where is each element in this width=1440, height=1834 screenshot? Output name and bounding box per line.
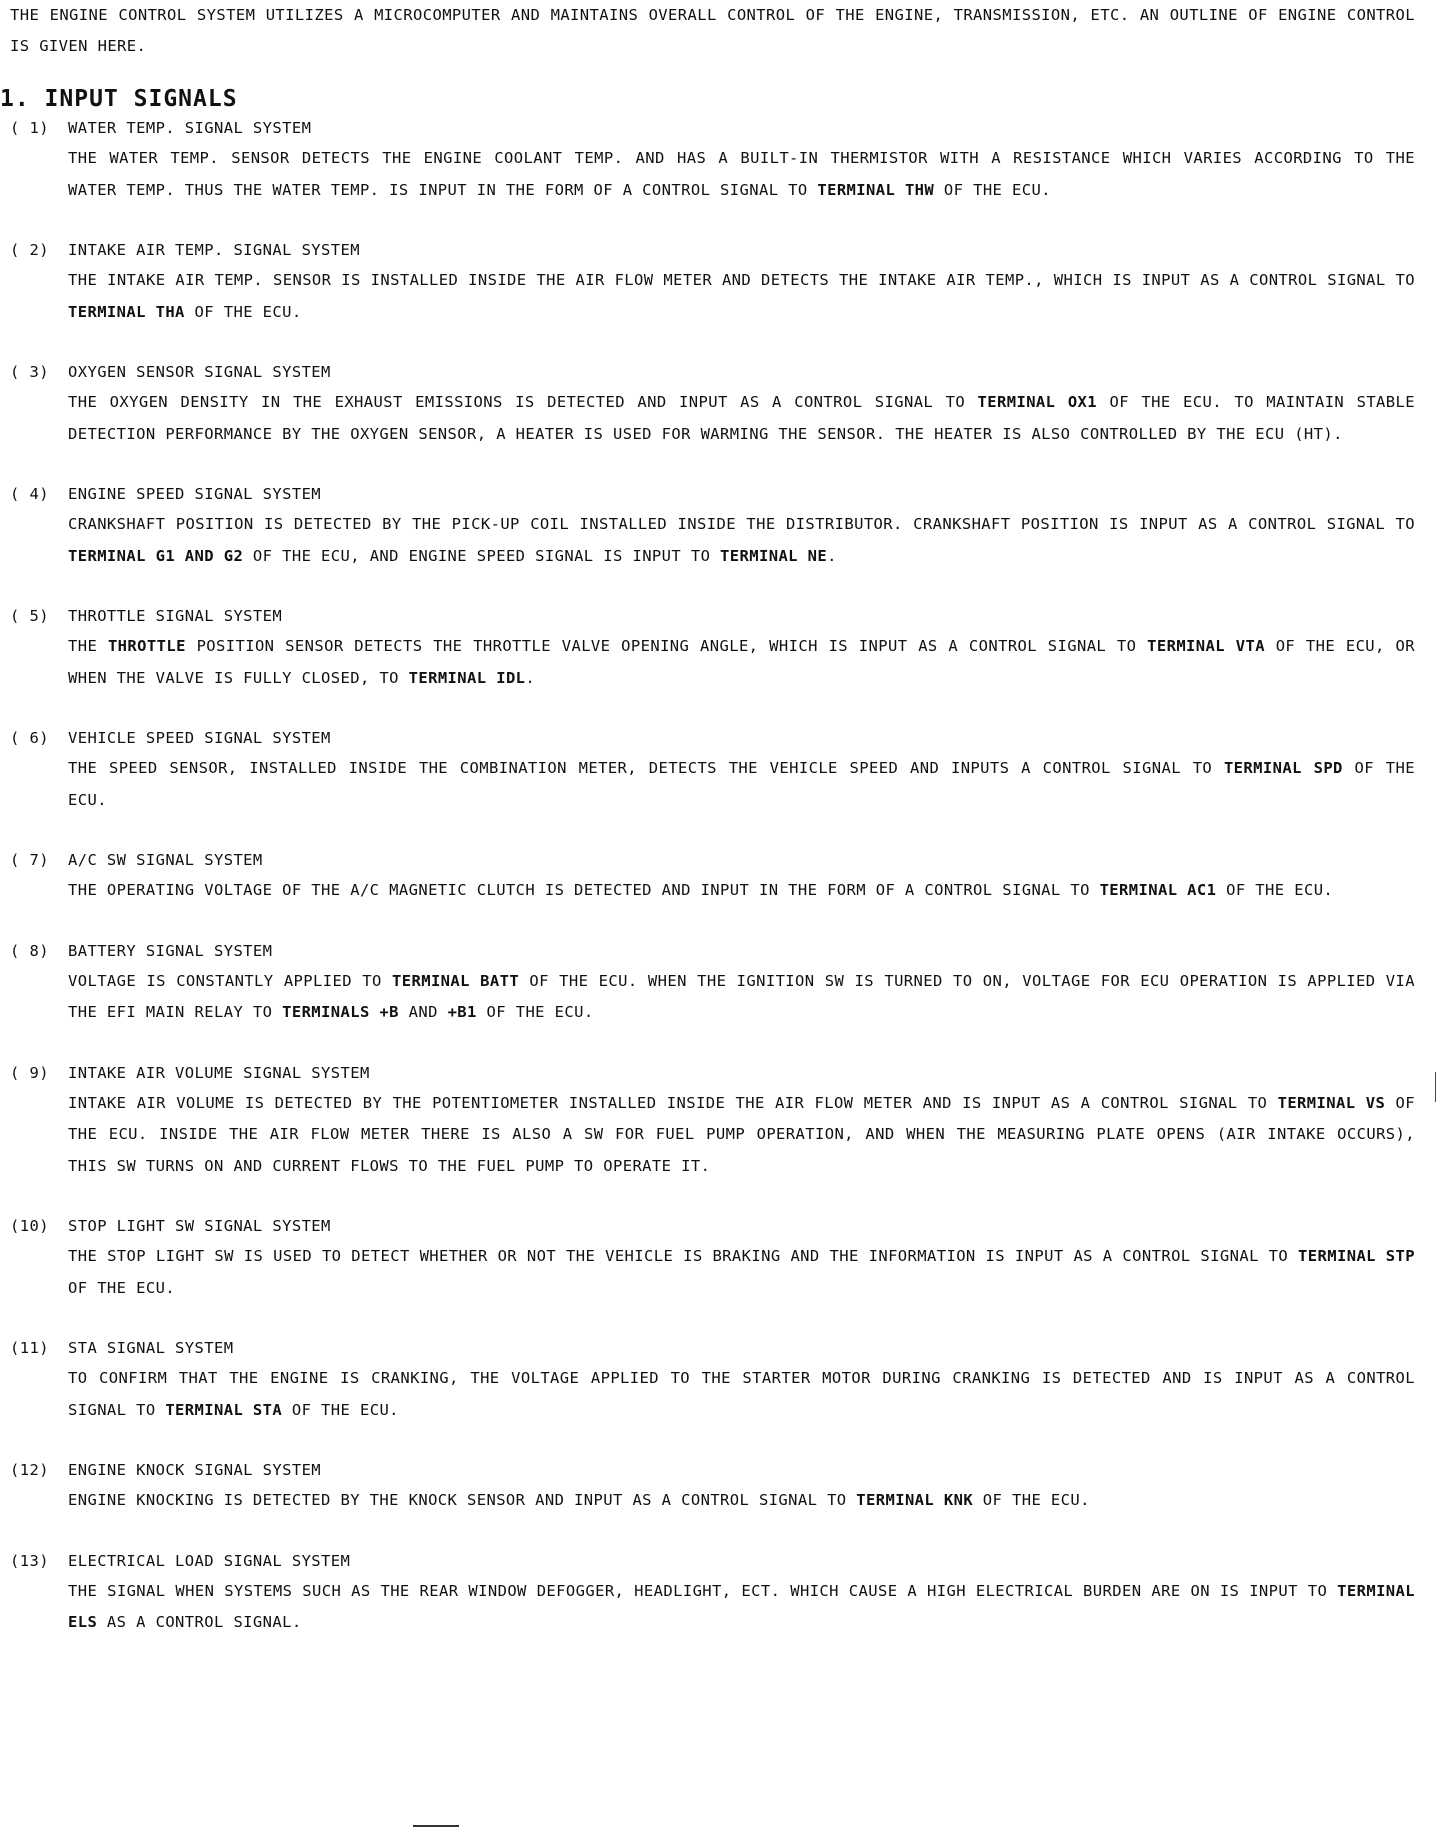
signal-item-description: [68, 966, 1415, 1029]
terminal-reference: TERMINAL STP: [1298, 1247, 1415, 1265]
signal-item-heading: [10, 236, 1415, 265]
signal-item-number: (12): [10, 1461, 49, 1479]
signal-item-number: (10): [10, 1217, 49, 1235]
signal-item-heading: [10, 1212, 1415, 1241]
signal-item-description: [68, 631, 1415, 694]
signal-item-number: ( 1): [10, 119, 49, 137]
signal-item-number: ( 6): [10, 729, 49, 747]
description-text: OF THE ECU.: [184, 302, 302, 321]
signal-item: [10, 114, 1415, 206]
description-text: OF THE ECU.: [934, 180, 1051, 199]
signal-item-title: ELECTRICAL LOAD SIGNAL SYSTEM: [68, 1551, 351, 1570]
description-text: AND: [398, 1003, 448, 1021]
terminal-reference: TERMINAL VS: [1277, 1093, 1386, 1112]
item-spacer: [10, 206, 1415, 236]
description-text: THE OPERATING VOLTAGE OF THE A/C MAGNETIC CLUTCH IS DETECTED AND INPUT IN THE FORM OF A CONTROL SIGNAL TO: [68, 881, 1100, 899]
item-spacer: [10, 816, 1415, 846]
item-spacer: [10, 572, 1415, 602]
signal-item: [10, 1334, 1415, 1426]
signal-item-title: ENGINE SPEED SIGNAL SYSTEM: [68, 485, 322, 503]
signal-item-number: ( 4): [10, 485, 49, 503]
signal-item: [10, 724, 1415, 816]
description-text: OF THE ECU. WHEN THE IGNITION SW IS TURNED TO ON, VOLTAGE FOR ECU OPERATION IS APPLIED VIA THE EFI MAIN RELAY TO: [68, 971, 1416, 1021]
description-text: THE OXYGEN DENSITY IN THE EXHAUST EMISSIONS IS DETECTED AND INPUT AS A CONTROL SIGNAL TO: [68, 393, 978, 411]
terminal-reference: TERMINAL OX1: [977, 393, 1098, 411]
terminal-reference: TERMINAL AC1: [1099, 881, 1217, 899]
signal-item-description: [68, 1241, 1415, 1304]
signal-item-description: [68, 753, 1415, 816]
signal-item: [10, 480, 1415, 572]
item-spacer: [10, 1426, 1415, 1456]
signal-item: [10, 236, 1415, 328]
terminal-reference: TERMINAL THA: [68, 302, 185, 321]
terminal-reference: TERMINAL ELS: [68, 1581, 1415, 1631]
signal-item: [10, 937, 1415, 1029]
description-text: OF THE ECU.: [68, 1278, 176, 1297]
description-text: CRANKSHAFT POSITION IS DETECTED BY THE PICK-UP COIL INSTALLED INSIDE THE DISTRIBUTOR. CRANKSHAFT POSITION IS INPUT AS A CONTROL SIGNAL TO: [68, 515, 1415, 533]
signal-item-number: (13): [10, 1551, 49, 1570]
description-text: OF THE ECU, OR WHEN THE VALVE IS FULLY CLOSED, TO: [68, 637, 1415, 687]
item-spacer: [10, 450, 1415, 480]
terminal-reference: TERMINAL BATT: [392, 971, 520, 990]
terminal-reference: TERMINAL STA: [165, 1400, 283, 1419]
terminal-reference: TERMINAL SPD: [1223, 759, 1343, 777]
terminal-reference: THROTTLE: [107, 637, 186, 655]
signal-item-heading: [10, 1547, 1415, 1576]
intro-paragraph: THE ENGINE CONTROL SYSTEM UTILIZES A MICROCOMPUTER AND MAINTAINS OVERALL CONTROL OF THE ENGINE, TRANSMISSION, ETC. AN OUTLINE OF ENGINE CONTROL IS GIVEN HERE.: [10, 6, 1415, 55]
description-text: .: [827, 546, 837, 565]
signal-item-number: (11): [10, 1339, 49, 1357]
description-text: ENGINE KNOCKING IS DETECTED BY THE KNOCK SENSOR AND INPUT AS A CONTROL SIGNAL TO: [68, 1491, 857, 1509]
signal-item-heading: [10, 1059, 1415, 1088]
description-text: THE INTAKE AIR TEMP. SENSOR IS INSTALLED INSIDE THE AIR FLOW METER AND DETECTS THE INTAKE AIR TEMP., WHICH IS INPUT AS A CONTROL SIGNAL TO: [68, 271, 1415, 289]
signal-item-heading: [10, 1456, 1415, 1485]
signal-item: [10, 1547, 1415, 1639]
signal-item-description: [68, 143, 1415, 206]
signal-item-title: THROTTLE SIGNAL SYSTEM: [68, 607, 283, 625]
signal-item-title: STOP LIGHT SW SIGNAL SYSTEM: [68, 1217, 331, 1235]
signal-item-number: ( 7): [10, 851, 49, 869]
signal-item-number: ( 5): [10, 607, 49, 625]
description-text: THE WATER TEMP. SENSOR DETECTS THE ENGINE COOLANT TEMP. AND HAS A BUILT-IN THERMISTOR WITH A RESISTANCE WHICH VARIES ACCORDING TO THE WATER TEMP. THUS THE WATER TEMP. IS INPUT IN THE FORM OF A CONTROL SIGNAL TO: [68, 149, 1415, 199]
signal-item-number: ( 3): [10, 363, 49, 381]
item-spacer: [10, 1029, 1415, 1059]
terminal-reference: TERMINAL THW: [817, 180, 935, 199]
description-text: OF THE ECU, AND ENGINE SPEED SIGNAL IS INPUT TO: [243, 546, 721, 565]
terminal-reference: TERMINALS +B: [282, 1003, 399, 1021]
signal-item-heading: [10, 937, 1415, 966]
terminal-reference: TERMINAL G1 AND G2: [68, 546, 244, 565]
signal-item-title: A/C SW SIGNAL SYSTEM: [68, 851, 263, 869]
signal-item-description: [68, 265, 1415, 328]
signal-item-title: INTAKE AIR VOLUME SIGNAL SYSTEM: [68, 1063, 370, 1082]
signal-item-description: [68, 1576, 1415, 1639]
signal-item-title: ENGINE KNOCK SIGNAL SYSTEM: [68, 1461, 322, 1479]
description-text: TO CONFIRM THAT THE ENGINE IS CRANKING, THE VOLTAGE APPLIED TO THE STARTER MOTOR DURING CRANKING IS DETECTED AND IS INPUT AS A CONTROL SIGNAL TO: [68, 1369, 1415, 1419]
description-text: OF THE ECU.: [68, 759, 1415, 809]
description-text: OF THE ECU. TO MAINTAIN STABLE DETECTION PERFORMANCE BY THE OXYGEN SENSOR, A HEATER IS USED FOR WARMING THE SENSOR. THE HEATER IS ALSO CONTROLLED BY THE ECU (HT).: [68, 393, 1415, 443]
terminal-reference: TERMINAL IDL: [408, 668, 526, 687]
item-spacer: [10, 1304, 1415, 1334]
signal-item-title: VEHICLE SPEED SIGNAL SYSTEM: [68, 729, 331, 747]
scan-mark: [1435, 1072, 1436, 1102]
item-spacer: [10, 1182, 1415, 1212]
terminal-reference: TERMINAL VTA: [1147, 637, 1265, 655]
signal-item: [10, 1456, 1415, 1517]
signal-item-number: ( 8): [10, 941, 49, 960]
signal-item-heading: [10, 846, 1415, 875]
signal-item: [10, 1059, 1415, 1183]
signal-item-title: WATER TEMP. SIGNAL SYSTEM: [68, 119, 312, 137]
signal-item: [10, 1212, 1415, 1304]
description-text: OF THE ECU.: [282, 1400, 399, 1419]
signal-item-description: [68, 387, 1415, 450]
signal-item: [10, 602, 1415, 694]
signal-item-heading: [10, 602, 1415, 631]
description-text: THE SIGNAL WHEN SYSTEMS SUCH AS THE REAR WINDOW DEFOGGER, HEADLIGHT, ECT. WHICH CAUSE A HIGH ELECTRICAL BURDEN ARE ON IS INPUT TO: [68, 1581, 1338, 1600]
signal-item: [10, 846, 1415, 907]
description-text: VOLTAGE IS CONSTANTLY APPLIED TO: [68, 971, 393, 990]
terminal-reference: +B1: [447, 1003, 477, 1021]
signal-item-description: [68, 509, 1415, 572]
signal-item-title: INTAKE AIR TEMP. SIGNAL SYSTEM: [68, 241, 360, 259]
description-text: AS A CONTROL SIGNAL.: [97, 1613, 302, 1631]
signal-item-title: OXYGEN SENSOR SIGNAL SYSTEM: [68, 363, 331, 381]
description-text: OF THE ECU. INSIDE THE AIR FLOW METER THERE IS ALSO A SW FOR FUEL PUMP OPERATION, AND WHEN THE MEASURING PLATE OPENS (AIR INTAKE OCCURS), THIS SW TURNS ON AND CURRENT FLOWS TO THE FUEL PUMP TO OPERATE IT.: [68, 1093, 1415, 1175]
signal-item-description: [68, 1485, 1415, 1517]
signal-item-heading: [10, 480, 1415, 509]
signal-item-description: [68, 1088, 1415, 1183]
description-text: .: [525, 668, 536, 687]
signal-item-description: [68, 875, 1415, 907]
signal-item-heading: [10, 724, 1415, 753]
description-text: OF THE ECU.: [973, 1491, 1090, 1509]
description-text: OF THE ECU.: [476, 1003, 594, 1021]
signal-item-title: BATTERY SIGNAL SYSTEM: [68, 941, 273, 960]
signal-item: [10, 358, 1415, 450]
description-text: THE: [68, 637, 108, 655]
item-spacer: [10, 694, 1415, 724]
item-spacer: [10, 1517, 1415, 1547]
description-text: OF THE ECU.: [1216, 881, 1334, 899]
signal-item-description: [68, 1363, 1415, 1426]
terminal-reference: TERMINAL NE: [720, 546, 828, 565]
description-text: THE STOP LIGHT SW IS USED TO DETECT WHETHER OR NOT THE VEHICLE IS BRAKING AND THE INFORMATION IS INPUT AS A CONTROL SIGNAL TO: [68, 1247, 1299, 1265]
item-spacer: [10, 328, 1415, 358]
signal-item-heading: [10, 114, 1415, 143]
scan-underline-mark: [413, 1825, 459, 1827]
description-text: THE SPEED SENSOR, INSTALLED INSIDE THE COMBINATION METER, DETECTS THE VEHICLE SPEED AND INPUTS A CONTROL SIGNAL TO: [68, 759, 1224, 777]
signal-item-heading: [10, 1334, 1415, 1363]
description-text: INTAKE AIR VOLUME IS DETECTED BY THE POTENTIOMETER INSTALLED INSIDE THE AIR FLOW METER AND IS INPUT AS A CONTROL SIGNAL TO: [68, 1093, 1278, 1112]
signal-item-number: ( 9): [10, 1063, 49, 1082]
signal-item-number: ( 2): [10, 241, 49, 259]
signal-item-title: STA SIGNAL SYSTEM: [68, 1339, 234, 1357]
input-signal-list: [10, 114, 1415, 1639]
signal-item-heading: [10, 358, 1415, 387]
description-text: POSITION SENSOR DETECTS THE THROTTLE VALVE OPENING ANGLE, WHICH IS INPUT AS A CONTROL SIGNAL TO: [185, 637, 1148, 655]
item-spacer: [10, 907, 1415, 937]
section-title: 1. INPUT SIGNALS: [0, 86, 238, 112]
terminal-reference: TERMINAL KNK: [856, 1491, 974, 1509]
